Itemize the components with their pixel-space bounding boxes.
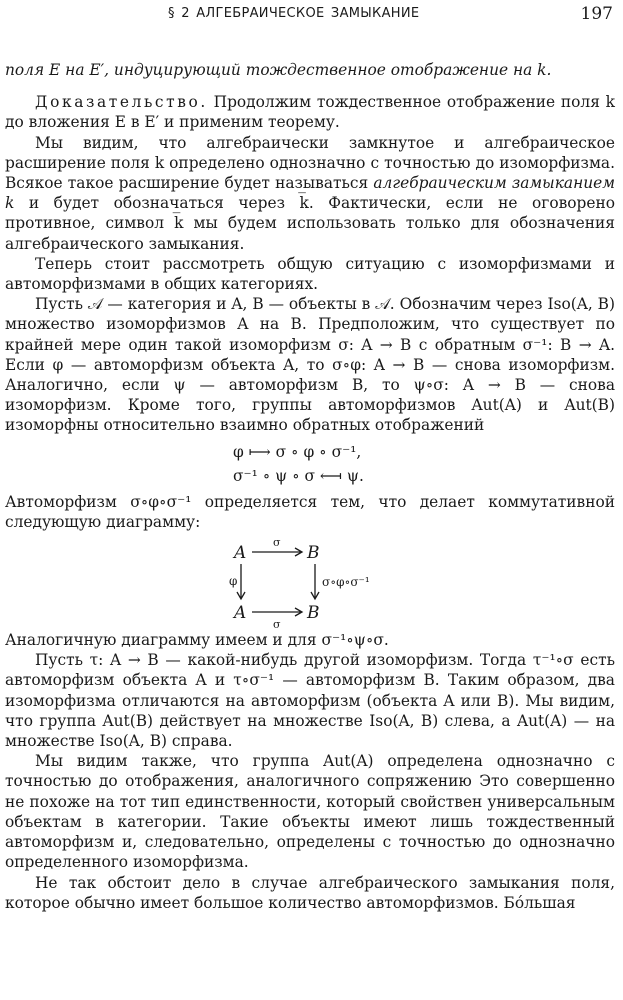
automorphism-paragraph: Автоморфизм σ∘φ∘σ⁻¹ определяется тем, что делает коммутативной следующую диаграмму: xyxy=(5,492,615,531)
isomorphism-paragraph: Пусть 𝒜 — категория и A, B — объекты в 𝒜. Обозначим через Iso(A, B) множество изоморфизмов A на B. Предположим, что существует по крайней мере один такой изоморфизм σ: A → B с обратным σ⁻¹: B → A. Если φ — автоморфизм объекта A, то σ∘φ: A → B — снова изоморфизм. Аналогично, если ψ — автоморфизм B, то ψ∘σ: A → B — снова изоморфизм. Кроме того, группы автоморфизмов Aut(A) и Aut(B) изоморфны относительно взаимно обратных отображений xyxy=(5,295,615,435)
page-number: 197 xyxy=(580,4,613,24)
closure-term: алгебраическим замыканием k xyxy=(5,174,616,213)
page-body xyxy=(5,60,615,913)
similar-diagram-paragraph: Аналогичную диаграмму имеем и для σ⁻¹∘ψ∘σ. xyxy=(5,631,389,650)
formula-block xyxy=(233,440,615,488)
proof-heading: Доказательство. xyxy=(35,93,208,112)
categories-paragraph: Теперь стоит рассмотреть общую ситуацию с изоморфизмами и автоморфизмами в общих категориях. xyxy=(5,254,615,294)
formula-line-2: σ⁻¹ ∘ ψ ∘ σ ⟻ ψ. xyxy=(233,466,364,485)
uniqueness-paragraph: Мы видим также, что группа Aut(A) определена однозначно с точностью до отображения, аналогичного сопряжению Это совершенно не похоже на тот тип единственности, который свойствен универсальным объектам в категории. Такие объекты имеют лишь тождественный автоморфизм и, следовательно, определены с точностью до однозначно определенного изоморфизма. xyxy=(5,752,615,872)
left-arrow xyxy=(237,564,245,599)
proof-text: Продолжим тождественное отображение поля k до вложения E в E′ и применим теорему. xyxy=(5,93,615,132)
bottom-arrow xyxy=(252,608,302,616)
right-arrow xyxy=(311,564,319,599)
diagram-bottom-left: A xyxy=(234,603,247,624)
formula-line-1: φ ⟼ σ ∘ φ ∘ σ⁻¹, xyxy=(233,442,362,461)
section-title: § 2 АЛГЕБРАИЧЕСКОЕ ЗАМЫКАНИЕ xyxy=(168,6,420,21)
proof-paragraph xyxy=(5,92,615,132)
diagram-top-right: B xyxy=(307,543,320,564)
top-arrow xyxy=(252,548,302,556)
closure-paragraph xyxy=(5,133,615,254)
closing-paragraph: Не так обстоит дело в случае алгебраического замыкания поля, которое обычно имеет большое количество автоморфизмов. Бо́льшая xyxy=(5,873,615,912)
other-isomorphism-paragraph: Пусть τ: A → B — какой-нибудь другой изоморфизм. Тогда τ⁻¹∘σ есть автоморфизм объекта A и τ∘σ⁻¹ — автоморфизм B. Таким образом, два изоморфизма отличаются на автоморфизм (объекта A или B). Мы видим, что группа Aut(B) действует на множестве Iso(A, B) слева, а Aut(A) — на множестве Iso(A, B) справа. xyxy=(5,651,615,751)
top-arrow-label: σ xyxy=(273,536,281,550)
theorem-conclusion: поля E на E′, индуцирующий тождественное отображение на k. xyxy=(5,61,552,79)
running-header xyxy=(0,4,623,26)
closure-text-b: и будет обозначаться через k̅. Фактически, если не оговорено противное, символ k̅ мы будем использовать только для обозначения алгебраического замыкания. xyxy=(5,194,615,253)
bottom-arrow-label: σ xyxy=(273,618,281,629)
diagram-bottom-right: B xyxy=(307,603,320,624)
commutative-diagram xyxy=(5,534,615,628)
diagram-top-left: A xyxy=(234,543,247,564)
left-arrow-label: φ xyxy=(229,574,238,589)
closure-text-a: Мы видим, что алгебраически замкнутое и алгебраическое расширение поля k определено однозначно с точностью до изоморфизма. Всякое такое расширение будет называться xyxy=(5,133,615,193)
right-arrow-label: σ∘φ∘σ⁻¹ xyxy=(322,575,370,590)
